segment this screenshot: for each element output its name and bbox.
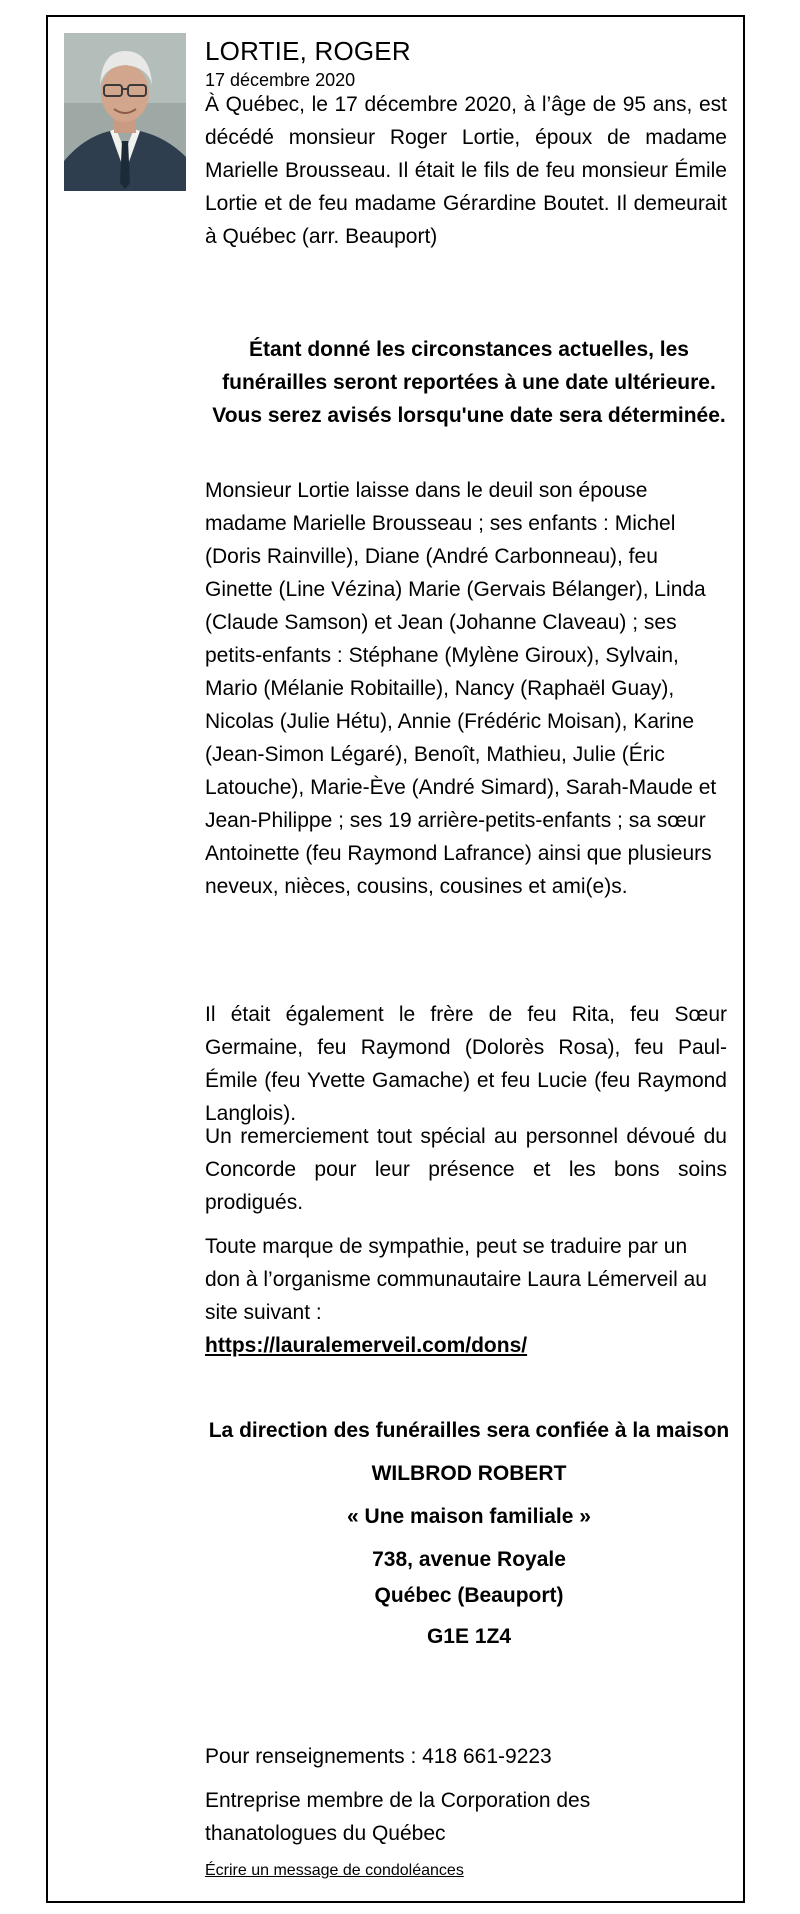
thanks-paragraph: Un remerciement tout spécial au personnel dévoué du Concorde pour leur présence et les bons soins prodigués. — [205, 1125, 727, 1214]
siblings-paragraph: Il était également le frère de feu Rita, feu Sœur Germaine, feu Raymond (Dolorès Rosa), feu Paul-Émile (feu Yvette Gamache) et feu Lucie (feu Raymond Langlois). — [205, 1003, 727, 1125]
funeral-home-postal: G1E 1Z4 — [426, 1625, 512, 1648]
donation-link[interactable]: https://lauralemerveil.com/dons/ — [205, 1334, 528, 1357]
notice-date: 17 décembre 2020 — [205, 70, 356, 90]
intro-paragraph: À Québec, le 17 décembre 2020, à l’âge de 95 ans, est décédé monsieur Roger Lortie, époux de madame Marielle Brousseau. Il était le fils de feu monsieur Émile Lortie et de feu madame Gérardine Boutet. Il demeurait à Québec (arr. Beauport) — [205, 93, 727, 248]
contact-phone: Pour renseignements : 418 661-9223 — [205, 1745, 552, 1768]
donation-text: Toute marque de sympathie, peut se traduire par un don à l’organisme communautaire Laura Lémerveil au site suivant : — [205, 1235, 707, 1324]
portrait-photo — [64, 33, 186, 191]
postponement-notice: Étant donné les circonstances actuelles, les funérailles seront reportées à une date ultérieure. Vous serez avisés lorsqu'une date sera déterminée. — [212, 338, 726, 427]
funeral-home-street: 738, avenue Royale — [372, 1548, 566, 1571]
portrait-icon — [64, 33, 186, 191]
family-paragraph: Monsieur Lortie laisse dans le deuil son épouse madame Marielle Brousseau ; ses enfants : Michel (Doris Rainville), Diane (André Carbonneau), feu Ginette (Line Vézina) Marie (Gervais Bélanger), Linda (Claude Samson) et Jean (Johanne Claveau) ; ses petits-enfants : Stéphane (Mylène Giroux), Sylvain, Mario (Mélanie Robitaille), Nancy (Raphaël Guay), Nicolas (Julie Hétu), Annie (Frédéric Moisan), Karine (Jean-Simon Légaré), Benoît, Mathieu, Julie (Éric Latouche), Marie-Ève (André Simard), Sarah-Maude et Jean-Philippe ; ses 19 arrière-petits-enfants ; sa sœur Antoinette (feu Raymond Lafrance) ainsi que plusieurs neveux, nièces, cousins, cousines et ami(e)s. — [205, 479, 717, 898]
funeral-home-slogan: « Une maison familiale » — [347, 1505, 591, 1528]
membership-text: Entreprise membre de la Corporation des thanatologues du Québec — [205, 1789, 591, 1845]
funeral-home-block — [208, 1414, 730, 1653]
funeral-home-intro: La direction des funérailles sera confiée à la maison — [208, 1419, 730, 1442]
funeral-home-city: Québec (Beauport) — [374, 1584, 564, 1607]
donation-block — [205, 1230, 727, 1362]
deceased-name: LORTIE, ROGER — [205, 36, 411, 66]
funeral-home-name: WILBROD ROBERT — [371, 1462, 567, 1485]
condolences-link[interactable]: Écrire un message de condoléances — [205, 1862, 464, 1879]
